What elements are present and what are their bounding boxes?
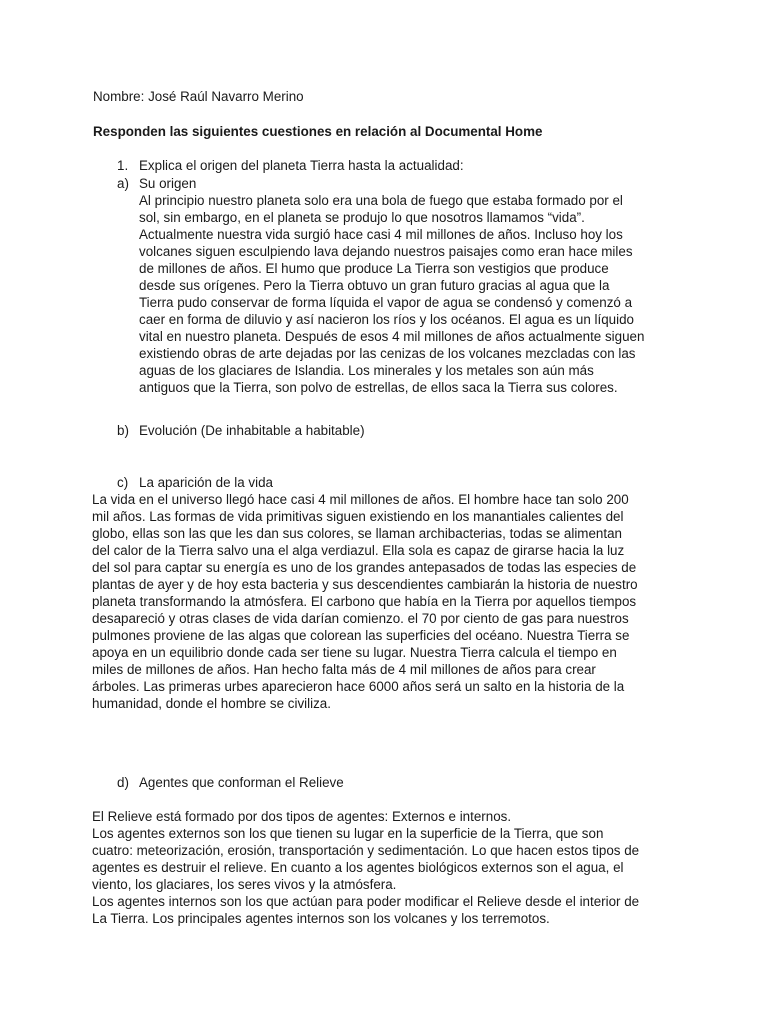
- item-d-body: El Relieve está formado por dos tipos de agentes: Externos e internos. Los agentes externos son los que tienen su lugar en la superficie de la Tierra, que son cuatro: meteorización, erosión, transportación y sedimentación. Lo que hacen estos tipos de agentes es destruir el relieve. En cuanto a los agentes biológicos externos son el agua, el viento, los glaciares, los seres vivos y la atmósfera. Los agentes internos son los que actúan para poder modificar el Relieve desde el interior de La Tierra. Los principales agentes internos son los volcanes y los terremotos.: [92, 809, 640, 926]
- item-c-body: La vida en el universo llegó hace casi 4 mil millones de años. El hombre hace tan solo 200 mil años. Las formas de vida primitivas siguen existiendo en los manantiales calientes del globo, ellas son las que les dan sus colores, se llaman archibacterias, todas se alimentan del calor de la Tierra salvo una el alga verdiazul. Ella sola es capaz de girarse hacia la luz del sol para captar su energía es uno de los grandes antepasados de todas las especies de plantas de ayer y de hoy esta bacteria y sus descendientes cambiarán la historia de nuestro planeta transformando la atmósfera. El carbono que había en la Tierra por aquellos tiempos desapareció y otras clases de vida darían comienzo. el 70 por ciento de gas para nuestros pulmones proviene de las algas que colorean las superficies del océano. Nuestra Tierra se apoya en un equilibrio donde cada ser tiene su lugar. Nuestra Tierra calcula el tiempo en miles de millones de años. Han hecho falta más de 4 mil millones de años para crear árboles. Las primeras urbes aparecieron hace 6000 años será un salto en la historia de la humanidad, donde el hombre se civiliza.: [92, 492, 638, 711]
- item-c-title: La aparición de la vida: [139, 475, 273, 490]
- item-a-body: Al principio nuestro planeta solo era una bola de fuego que estaba formado por el sol, sin embargo, en el planeta se produjo lo que nosotros llamamos “vida”. Actualmente nuestra vida surgió hace casi 4 mil millones de años. Incluso hoy los volcanes siguen esculpiendo lava dejando nuestros paisajes como eran hace miles de millones de años. El humo que produce La Tierra son vestigios que produce desde sus orígenes. Pero la Tierra obtuvo un gran futuro gracias al agua que la Tierra pudo conservar de forma líquida el vapor de agua se condensó y comenzó a caer en forma de diluvio y así nacieron los ríos y los océanos. El agua es un líquido vital en nuestro planeta. Después de esos 4 mil millones de años actualmente siguen existiendo obras de arte dejadas por las cenizas de los volcanes mezcladas con las aguas de los glaciares de Islandia. Los minerales y los metales son aún más antiguos que la Tierra, son polvo de estrellas, de ellos saca la Tierra sus colores.: [139, 193, 645, 395]
- question-1-text: Explica el origen del planeta Tierra hasta la actualidad:: [139, 158, 464, 173]
- question-1-marker: 1.: [117, 158, 129, 173]
- item-a-marker: a): [117, 176, 129, 191]
- author-name: Nombre: José Raúl Navarro Merino: [93, 89, 304, 104]
- item-b-marker: b): [117, 423, 129, 438]
- item-a-title: Su origen: [139, 176, 197, 191]
- item-d-title: Agentes que conforman el Relieve: [139, 775, 344, 790]
- document-heading: Responden las siguientes cuestiones en relación al Documental Home: [93, 124, 543, 139]
- item-b-title: Evolución (De inhabitable a habitable): [139, 423, 365, 438]
- item-c-marker: c): [117, 475, 129, 490]
- item-d-marker: d): [117, 775, 129, 790]
